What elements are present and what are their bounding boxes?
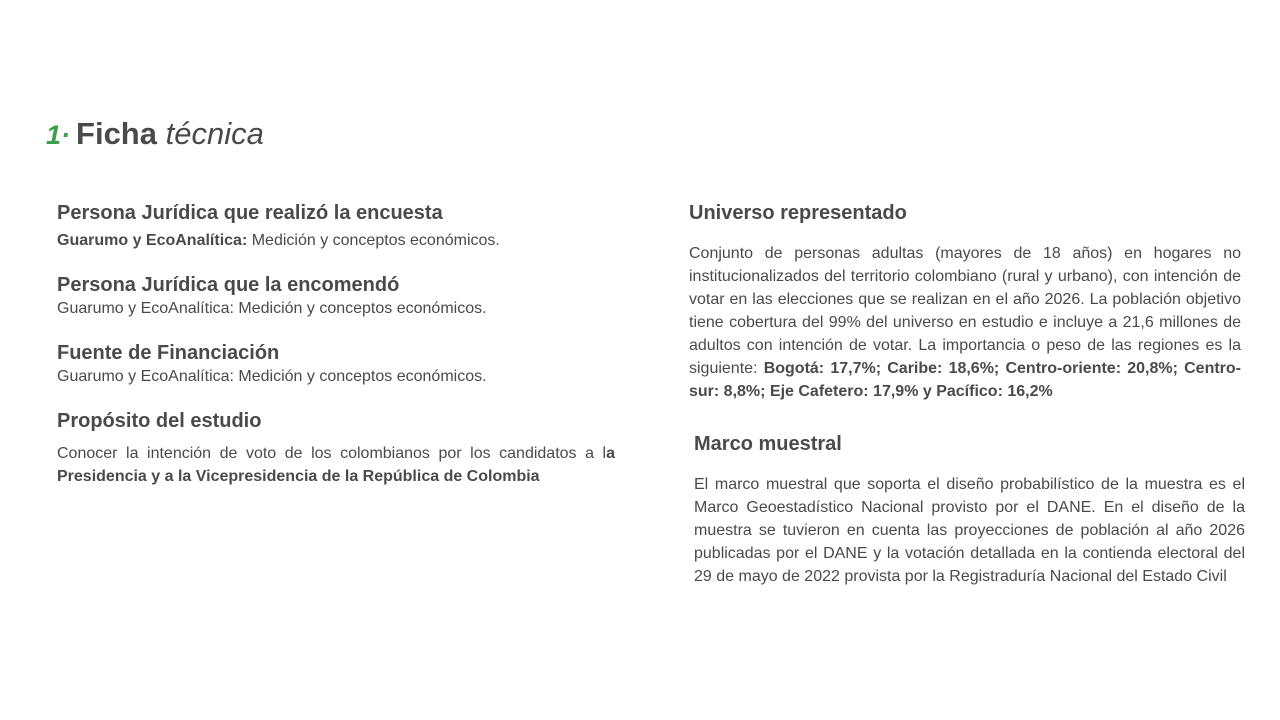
section-realizo xyxy=(57,201,500,252)
section-heading: Propósito del estudio xyxy=(57,410,262,432)
section-text: El marco muestral que soporta el diseño probabilístico de la muestra es el Marco Geoestadístico Nacional provisto por el DANE. En el diseño de la muestra se tuvieron en cuenta las proyecciones de población al año 2026 publicadas por el DANE y la votación detallada en la contienda electoral del 29 de mayo de 2022 provista por la Registraduría Nacional del Estado Civil xyxy=(694,476,1245,585)
section-text xyxy=(57,229,500,252)
title-bold: Ficha xyxy=(76,116,157,151)
section-universo xyxy=(689,201,1241,403)
section-text-normal: Conjunto de personas adultas (mayores de 18 años) en hogares no institucionalizados del territorio colombiano (rural y urbano), con intención de votar en las elecciones que se realizan en el año 2026. La población objetivo tiene cobertura del 99% del universo en estudio e incluye a 21,6 millones de adultos con intención de votar. La importancia o peso de las regiones es la siguiente: xyxy=(689,245,1241,377)
page-title xyxy=(46,114,264,155)
section-text-normal: Medición y conceptos económicos. xyxy=(247,232,500,249)
section-heading: Fuente de Financiación xyxy=(57,342,280,364)
section-text-normal: Conocer la intención de voto de los colombianos por los candidatos a l xyxy=(57,445,607,462)
section-text-bold: Bogotá: 17,7%; Caribe: 18,6%; Centro-oriente: 20,8%; Centro-sur: 8,8%; Eje Cafetero: 17,9% y Pacífico: 16,2% xyxy=(689,360,1242,400)
section-heading: Marco muestral xyxy=(694,433,842,455)
title-italic: técnica xyxy=(165,116,264,151)
section-text: Guarumo y EcoAnalítica: Medición y conceptos económicos. xyxy=(57,300,487,317)
section-heading: Persona Jurídica que realizó la encuesta xyxy=(57,202,443,224)
section-number: 1· xyxy=(46,120,71,150)
section-text xyxy=(57,442,615,488)
section-proposito xyxy=(57,409,615,488)
section-financiacion xyxy=(57,341,487,388)
section-text: Guarumo y EcoAnalítica: Medición y conceptos económicos. xyxy=(57,368,487,385)
section-marco xyxy=(694,432,1245,588)
section-text xyxy=(689,242,1241,403)
section-encomendo xyxy=(57,273,487,320)
section-text-bold: Guarumo y EcoAnalítica: xyxy=(57,232,248,249)
section-text-bold: a Presidencia y a la Vicepresidencia de la República de Colombia xyxy=(57,445,615,485)
section-heading: Persona Jurídica que la encomendó xyxy=(57,274,400,296)
section-heading: Universo representado xyxy=(689,202,907,224)
